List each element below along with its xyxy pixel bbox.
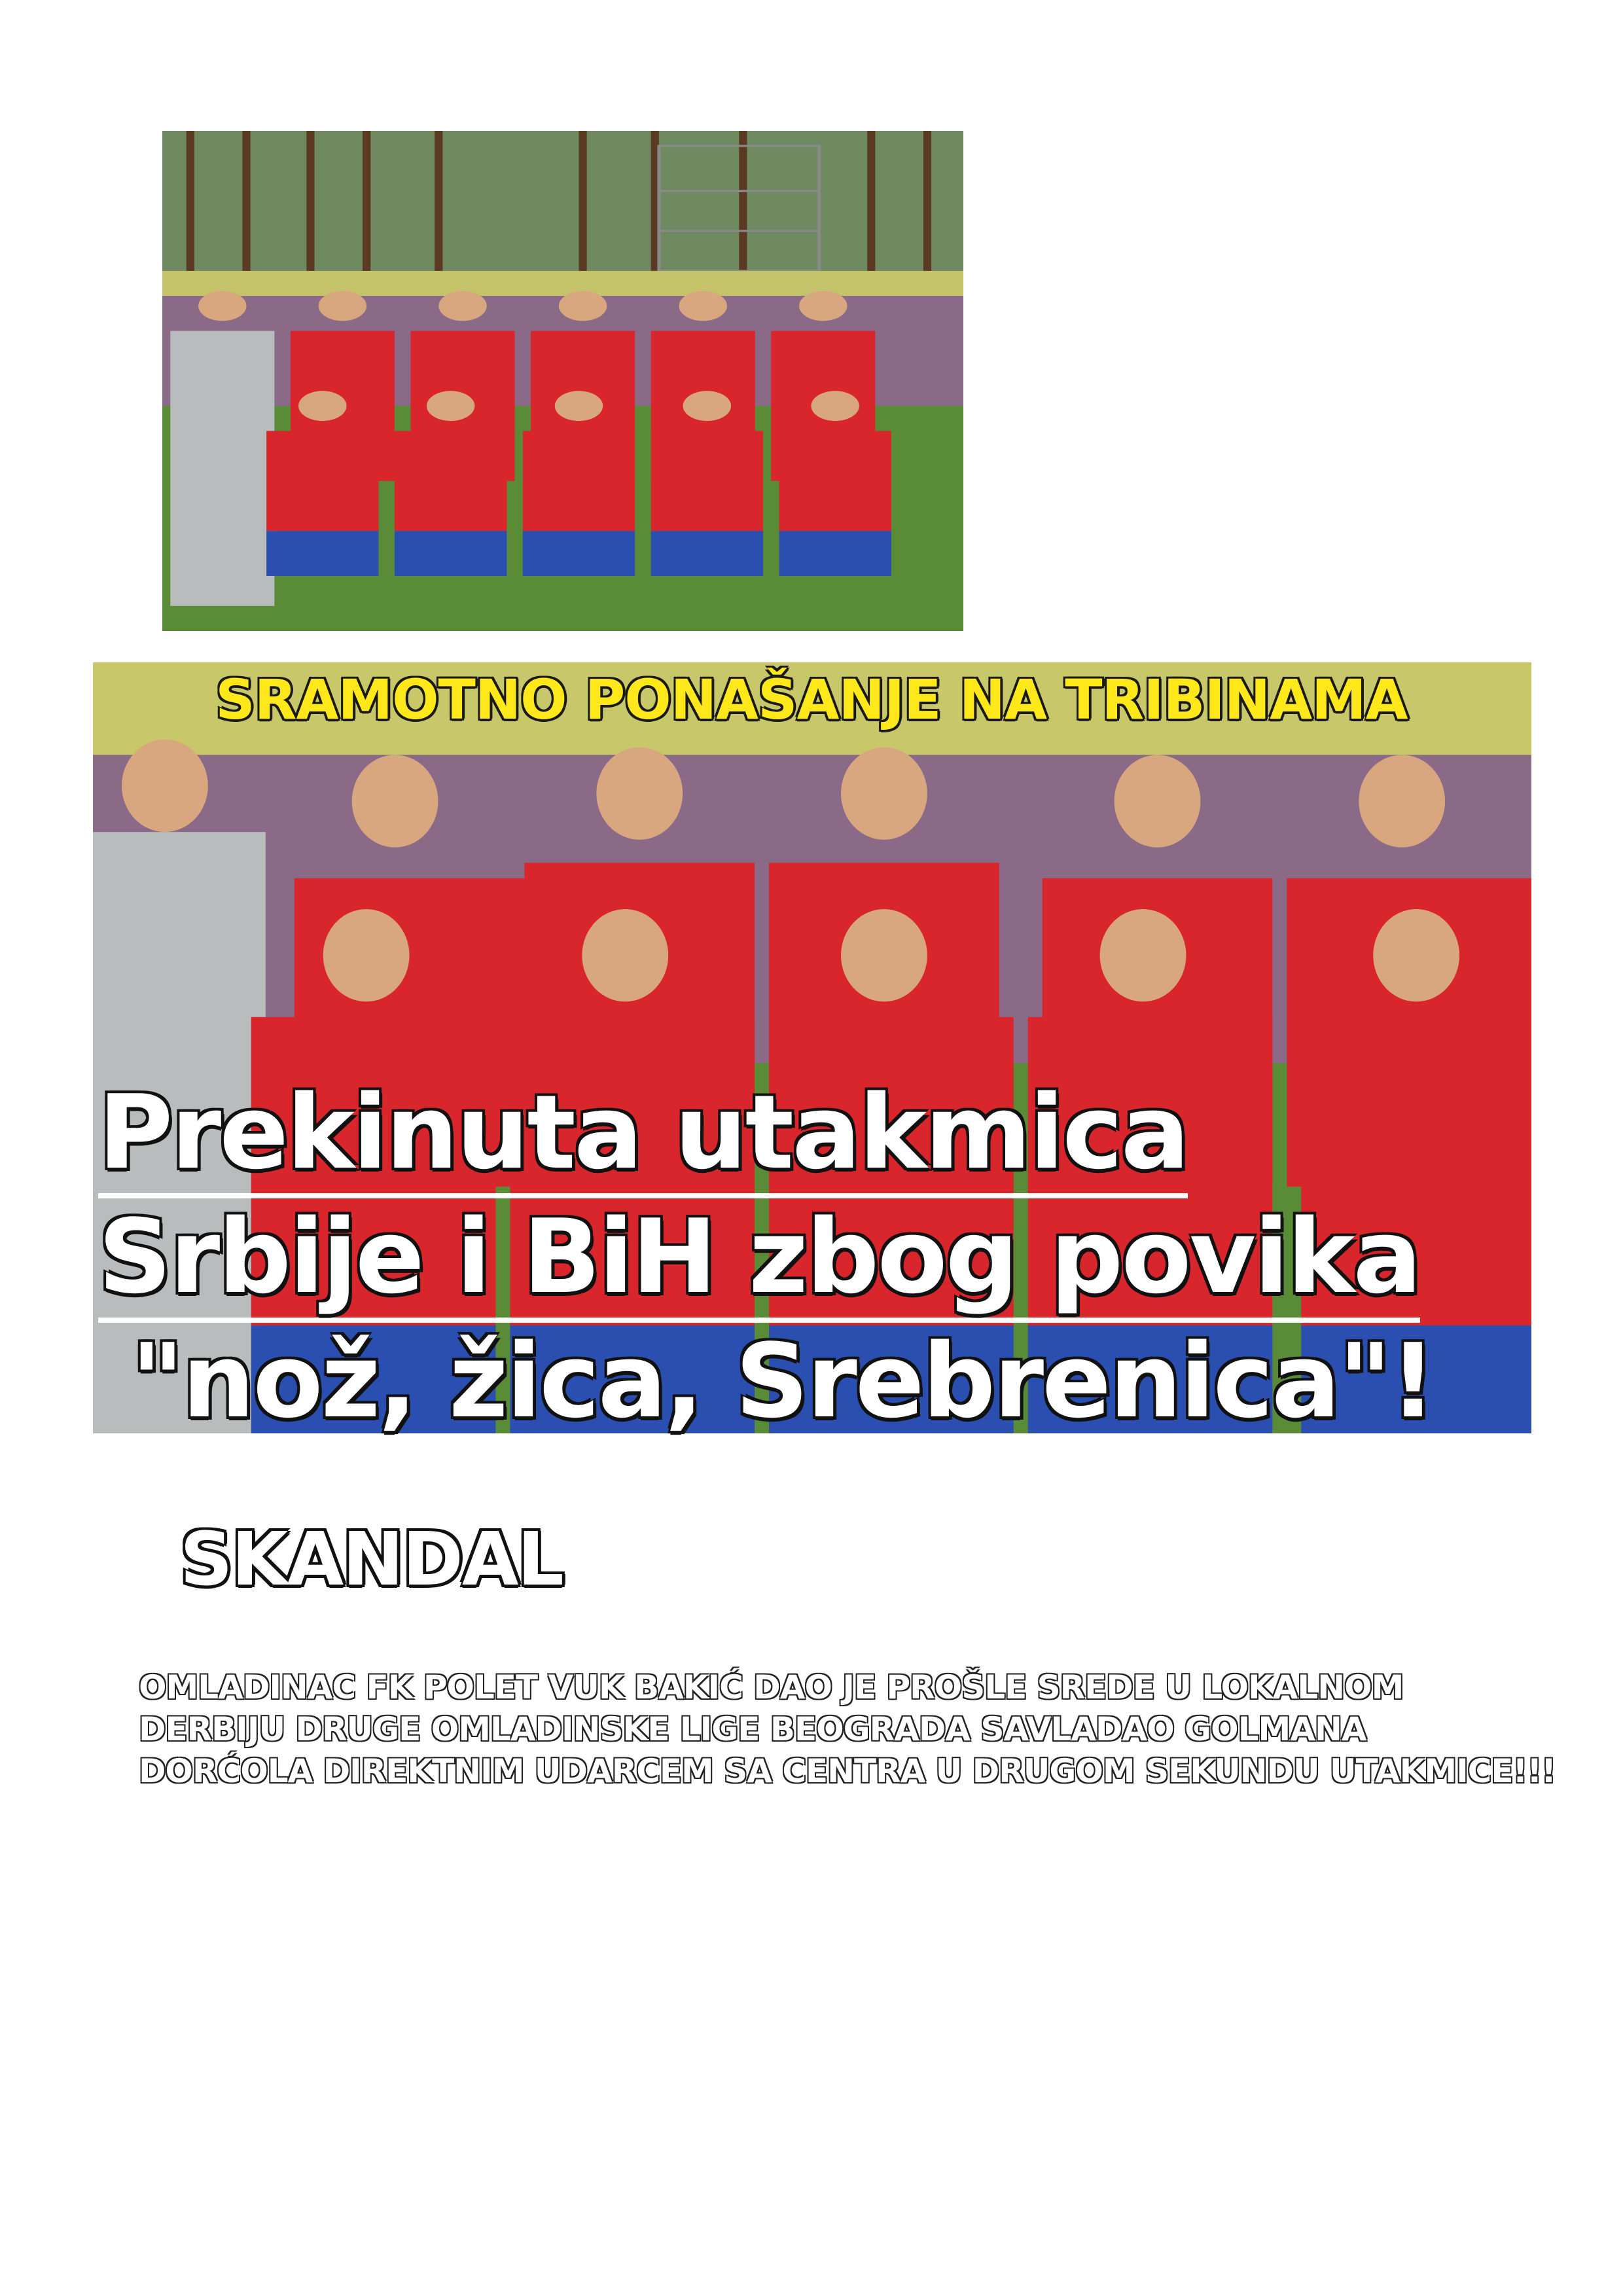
team-photo-graphic xyxy=(162,131,963,631)
body-line-3: DORĆOLA DIREKTNIM UDARCEM SA CENTRA U DRUGOM SEKUNDU UTAKMICE!!! xyxy=(139,1752,1556,1790)
section-title: SKANDAL xyxy=(180,1517,563,1602)
body-line-2: DERBIJU DRUGE OMLADINSKE LIGE BEOGRADA SAVLADAO GOLMANA xyxy=(139,1710,1366,1748)
headline xyxy=(98,1070,1435,1443)
headline-line-1: Prekinuta utakmica xyxy=(98,1070,1435,1194)
article-body xyxy=(139,1666,1556,1792)
headline-line-3: "nož, žica, Srebrenica"! xyxy=(98,1319,1435,1443)
banner-kicker: SRAMOTNO PONAŠANJE NA TRIBINAMA xyxy=(215,668,1408,732)
body-line-1: OMLADINAC FK POLET VUK BAKIĆ DAO JE PROŠLE SREDE U LOKALNOM xyxy=(139,1668,1404,1706)
headline-line-2: Srbije i BiH zbog povika xyxy=(98,1194,1435,1319)
team-photo xyxy=(162,131,963,631)
